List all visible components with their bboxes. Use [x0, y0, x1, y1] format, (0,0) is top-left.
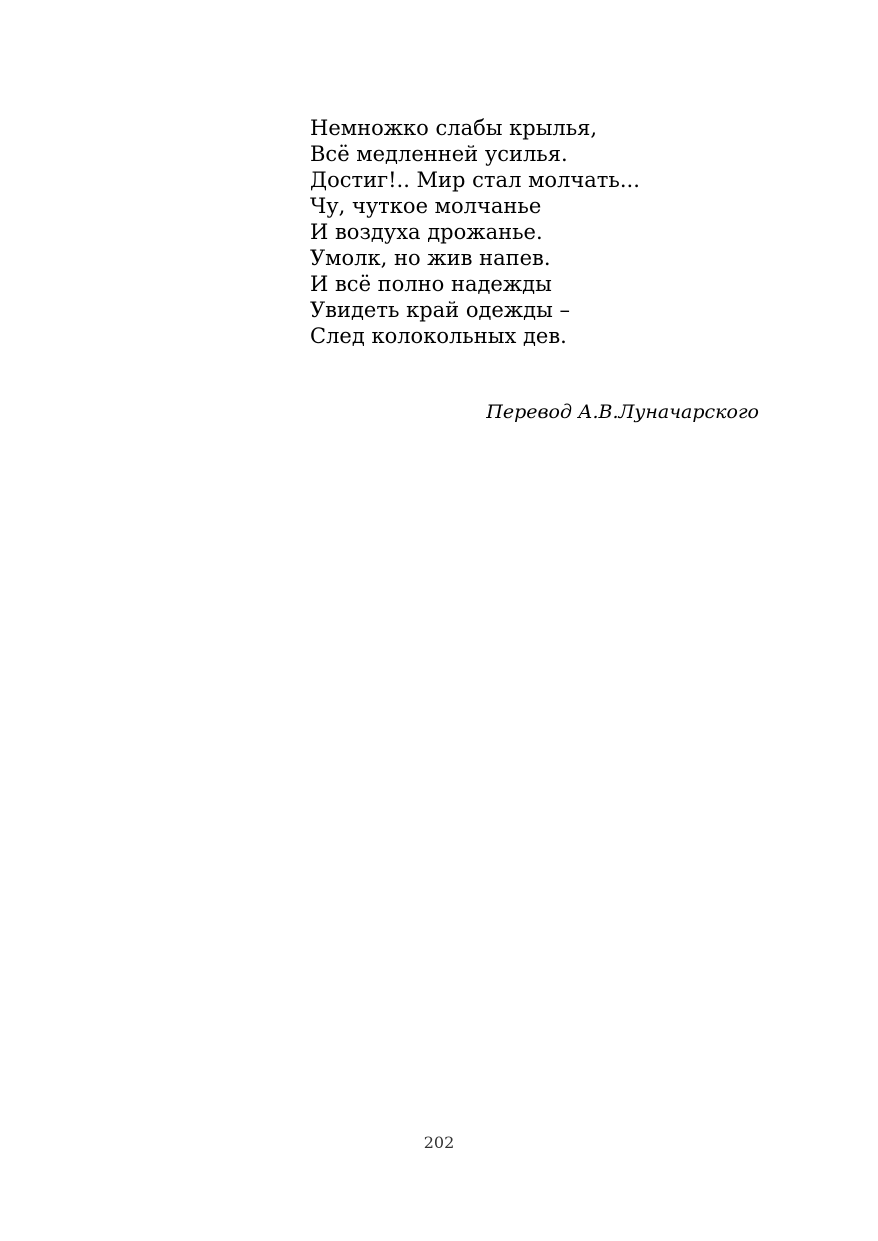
poem-stanza	[310, 115, 730, 349]
poem-line: Увидеть край одежды –	[310, 298, 570, 322]
poem-line: Всё медленней усилья.	[310, 142, 568, 166]
poem-line: И воздуха дрожанье.	[310, 220, 543, 244]
translator-attribution: Перевод А.В.Луначарского	[486, 401, 759, 423]
poem-line: Умолк, но жив напев.	[310, 246, 551, 270]
poem-line: Чу, чуткое молчанье	[310, 194, 542, 218]
poem-line: След колокольных дев.	[310, 324, 567, 348]
poem-line: И всё полно надежды	[310, 272, 552, 296]
poem-line: Достиг!.. Мир стал молчать...	[310, 168, 640, 192]
page-number: 202	[423, 1133, 455, 1152]
poem-line: Немножко слабы крылья,	[310, 116, 598, 140]
